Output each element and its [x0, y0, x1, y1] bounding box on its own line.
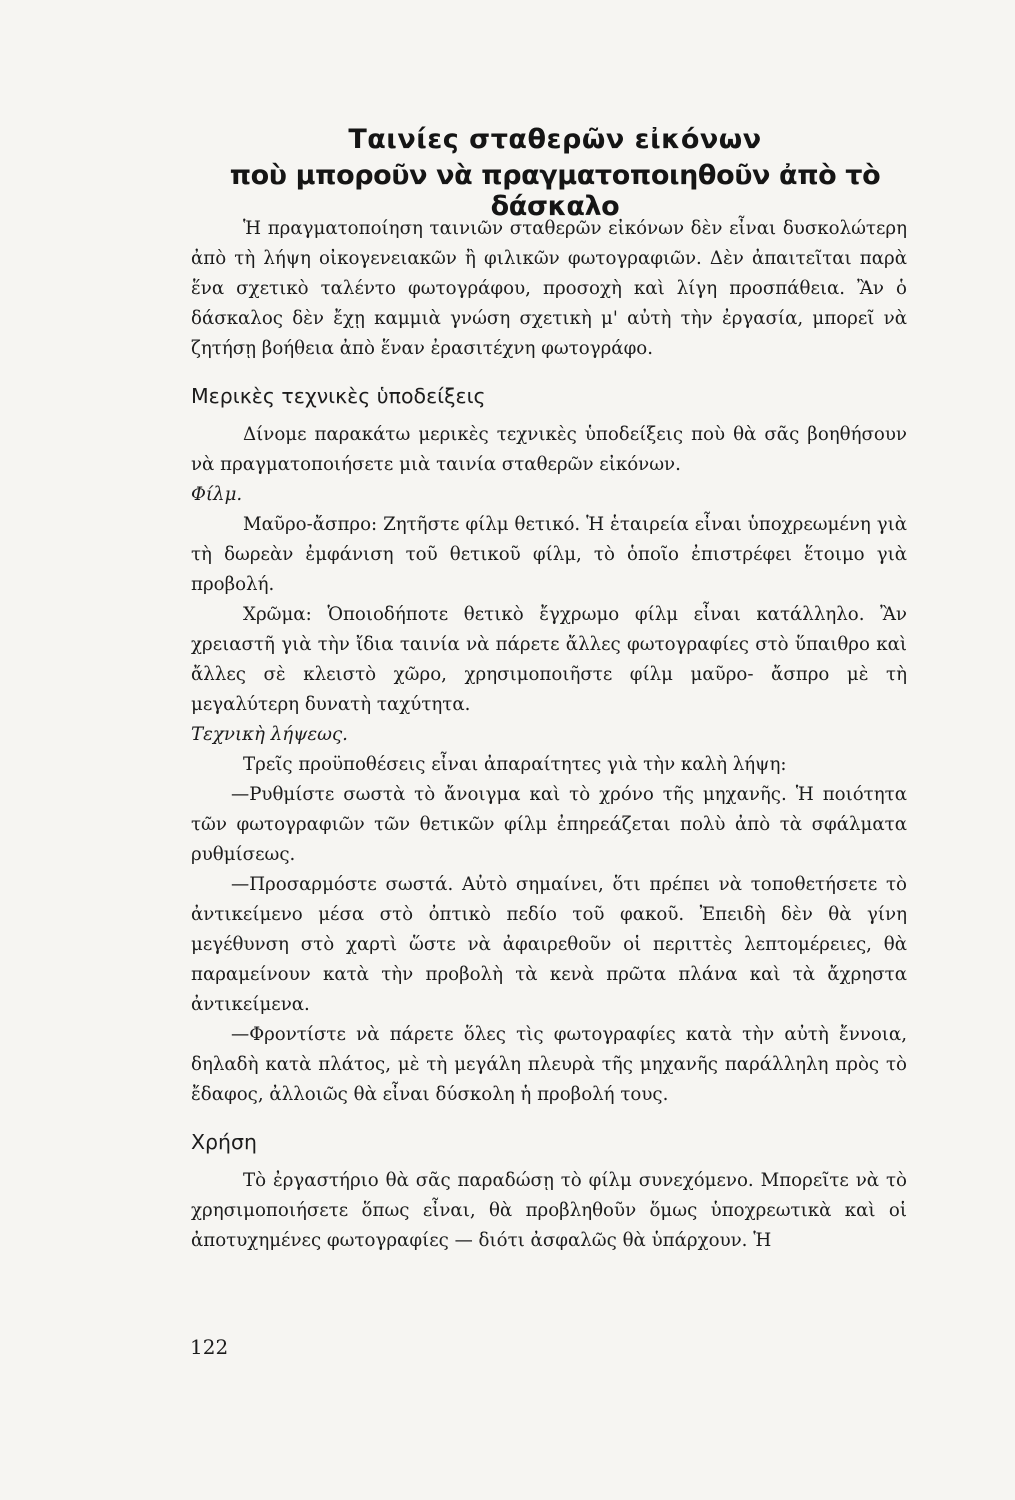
usage-paragraph: Τὸ ἐργαστήριο θὰ σᾶς παραδώσῃ τὸ φίλμ συνεχόμενο. Μπορεῖτε νὰ τὸ χρησιμοποιήσετε ὅπως εἶναι, θὰ προβληθοῦν ὅμως ὑποχρεωτικὰ καὶ οἱ ἀποτυχημένες φωτογραφίες — διότι ἀσφαλῶς θὰ ὑπάρχουν. Ἡ: [191, 1170, 907, 1251]
film-bw-paragraph: Μαῦρο-ἄσπρο: Ζητῆστε φίλμ θετικό. Ἡ ἑταιρεία εἶναι ὑποχρεωμένη γιὰ τὴ δωρεὰν ἐμφάνιση τοῦ θετικοῦ φίλμ, τὸ ὁποῖο ἐπιστρέφει ἕτοιμο γιὰ προβολή.: [191, 514, 907, 595]
section-heading-tips: Μερικὲς τεχνικὲς ὑποδείξεις: [191, 384, 486, 408]
list-item: —Προσαρμόστε σωστά. Αὐτὸ σημαίνει, ὅτι πρέπει νὰ τοποθετήσετε τὸ ἀντικείμενο μέσα στὸ ὀπτικὸ πεδίο τοῦ φακοῦ. Ἐπειδὴ δὲν θὰ γίνη μεγέθυνση στὸ χαρτὶ ὥστε νὰ ἀφαιρεθοῦν οἱ περιττὲς λεπτομέρειες, θὰ παραμείνουν κατὰ τὴν προβολὴ τὰ κενὰ πρῶτα πλάνα καὶ τὰ ἄχρηστα ἀντικείμενα.: [191, 874, 907, 1015]
page-title-line-2: ποὺ μποροῦν νὰ πραγματοποιηθοῦν ἀπὸ τὸ δάσκαλο: [229, 160, 881, 222]
film-color-paragraph: Χρῶμα: Ὁποιοδήποτε θετικὸ ἔγχρωμο φίλμ εἶναι κατάλληλο. Ἂν χρειαστῆ γιὰ τὴν ἴδια ταινία νὰ πάρετε ἄλλες φωτογραφίες στὸ ὕπαιθρο καὶ ἄλλες σὲ κλειστὸ χῶρο, χρησιμοποιῆστε φίλμ μαῦρο- ἄσπρο μὲ τὴ μεγαλύτερη δυνατὴ ταχύτητα.: [191, 604, 907, 715]
list-item: —Φροντίστε νὰ πάρετε ὅλες τὶς φωτογραφίες κατὰ τὴν αὐτὴ ἔννοια, δηλαδὴ κατὰ πλάτος, μὲ τὴ μεγάλη πλευρὰ τῆς μηχανῆς παράλληλη πρὸς τὸ ἔδαφος, ἀλλοιῶς θὰ εἶναι δύσκολη ἡ προβολή τους.: [191, 1024, 907, 1105]
page-title-line-1: Ταινίες σταθερῶν εἰκόνων: [348, 124, 762, 155]
technique-intro-paragraph: Τρεῖς προϋποθέσεις εἶναι ἀπαραίτητες γιὰ τὴν καλὴ λήψη:: [243, 754, 787, 775]
list-item: —Ρυθμίστε σωστὰ τὸ ἄνοιγμα καὶ τὸ χρόνο τῆς μηχανῆς. Ἡ ποιότητα τῶν φωτογραφιῶν τῶν θετικῶν φίλμ ἐπηρεάζεται πολὺ ἀπὸ τὰ σφάλματα ρυθμίσεως.: [191, 784, 907, 865]
page-number: 122: [190, 1335, 229, 1359]
section-heading-usage: Χρήση: [191, 1130, 258, 1154]
tips-intro-paragraph: Δίνομε παρακάτω μερικὲς τεχνικὲς ὑποδείξεις ποὺ θὰ σᾶς βοηθήσουν νὰ πραγματοποιήσετε μιὰ ταινία σταθερῶν εἰκόνων.: [191, 424, 907, 475]
technique-subheading: Τεχνικὴ λήψεως.: [191, 724, 348, 745]
film-subheading: Φίλμ.: [191, 484, 243, 505]
page-body: [191, 214, 907, 1256]
intro-paragraph: Ἡ πραγματοποίηση ταινιῶν σταθερῶν εἰκόνων δὲν εἶναι δυσκολώτερη ἀπὸ τὴ λήψη οἰκογενειακῶν ἢ φιλικῶν φωτογραφιῶν. Δὲν ἀπαιτεῖται παρὰ ἕνα σχετικὸ ταλέντο φωτογράφου, προσοχὴ καὶ λίγη προσπάθεια. Ἂν ὁ δάσκαλος δὲν ἔχῃ καμμιὰ γνώση σχετικὴ μ' αὐτὴ τὴν ἐργασία, μπορεῖ νὰ ζητήσῃ βοήθεια ἀπὸ ἕναν ἐρασιτέχνη φωτογράφο.: [191, 218, 907, 359]
